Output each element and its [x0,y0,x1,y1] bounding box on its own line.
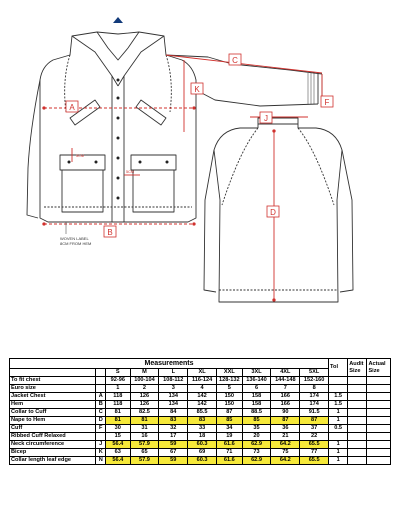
size-value-cell: 60.3 [188,457,217,465]
size-value-cell: 134 [159,401,188,409]
size-value-cell: 174 [300,393,329,401]
tol-cell: 1 [329,457,348,465]
size-value-cell: 128-132 [217,377,243,385]
tol-cell [329,377,348,385]
audit-size-cell [348,457,367,465]
size-value-cell: 81 [106,417,131,425]
size-value-cell: 34 [217,425,243,433]
label-a: A [69,103,75,112]
size-value-cell: 166 [271,401,300,409]
audit-size-cell [348,441,367,449]
size-value-cell: 21 [271,433,300,441]
tol-cell: 1 [329,449,348,457]
size-value-cell: 85 [242,417,271,425]
code-header-blank [96,369,106,377]
audit-size-cell [348,417,367,425]
size-value-cell: 71 [217,449,243,457]
label-boxes [66,54,333,237]
size-value-cell: 65.5 [300,441,329,449]
size-value-cell: 158 [242,401,271,409]
size-value-cell: 158 [242,393,271,401]
size-value-cell: 83 [159,417,188,425]
size-value-cell: 90 [271,409,300,417]
actual-size-cell [367,409,391,417]
size-value-cell: 126 [130,401,159,409]
row-label: Collar length leaf edge [10,457,96,465]
label-f: F [324,98,330,107]
actual-size-cell [367,425,391,433]
row-label: To fit chest [10,377,96,385]
size-value-cell: 30 [106,425,131,433]
audit-size-cell [348,425,367,433]
size-value-cell: 144-148 [271,377,300,385]
table-row [10,409,391,417]
size-value-cell: 15 [106,433,131,441]
size-value-cell: 65.5 [300,457,329,465]
row-code: B [96,401,106,409]
actual-size-cell [367,457,391,465]
size-header: M [130,369,159,377]
dim-5cm-label-1: 5CM [76,154,85,158]
tol-cell [329,433,348,441]
brand-logo [113,17,123,23]
size-value-cell: 174 [300,401,329,409]
table-row [10,401,391,409]
size-value-cell: 33 [188,425,217,433]
size-value-cell: 83 [188,417,217,425]
size-value-cell: 134 [159,393,188,401]
size-value-cell: 142 [188,393,217,401]
audit-size-cell [348,377,367,385]
row-code: J [96,441,106,449]
table-row [10,441,391,449]
size-value-cell: 87 [300,417,329,425]
size-value-cell: 116-124 [188,377,217,385]
table-title-row [10,359,391,369]
size-value-cell: 85 [217,417,243,425]
size-value-cell: 91.5 [300,409,329,417]
row-label: Bicep [10,449,96,457]
audit-size-cell [348,385,367,393]
size-header: 4XL [271,369,300,377]
size-value-cell: 56.4 [106,441,131,449]
measurements-table [9,358,391,465]
row-code: N [96,457,106,465]
row-label: Neck circumference [10,441,96,449]
tol-cell: 1 [329,441,348,449]
size-value-cell: 61.6 [217,441,243,449]
size-value-cell: 152-160 [300,377,329,385]
row-code [96,377,106,385]
size-value-cell: 92-96 [106,377,131,385]
row-label: Jacket Chest [10,393,96,401]
size-value-cell: 59 [159,457,188,465]
size-value-cell: 65 [130,449,159,457]
size-value-cell: 8 [300,385,329,393]
size-value-cell: 126 [130,393,159,401]
audit-size-cell [348,393,367,401]
size-value-cell: 57.9 [130,457,159,465]
row-code: D [96,417,106,425]
tol-cell: 1.5 [329,393,348,401]
row-code [96,385,106,393]
row-code [96,433,106,441]
audit-size-header: Audit Size [348,359,367,377]
table-row [10,425,391,433]
size-value-cell: 84 [159,409,188,417]
row-label: Cuff [10,425,96,433]
size-value-cell: 81 [130,417,159,425]
size-value-cell: 3 [159,385,188,393]
size-value-cell: 62.9 [242,441,271,449]
size-value-cell: 64.2 [271,457,300,465]
size-value-cell: 17 [159,433,188,441]
label-j: J [264,114,268,123]
size-value-cell: 150 [217,393,243,401]
woven-label-note-2: 8CM FROM HEM [60,241,92,246]
size-value-cell: 32 [159,425,188,433]
tol-cell: 1.5 [329,401,348,409]
actual-size-header: Actual Size [367,359,391,377]
size-value-cell: 150 [217,401,243,409]
tol-cell: 0.5 [329,425,348,433]
size-value-cell: 37 [300,425,329,433]
actual-size-cell [367,393,391,401]
size-value-cell: 142 [188,401,217,409]
table-row [10,433,391,441]
size-value-cell: 1 [106,385,131,393]
front-view [27,32,322,222]
size-value-cell: 35 [242,425,271,433]
size-value-cell: 108-112 [159,377,188,385]
size-value-cell: 63 [106,449,131,457]
audit-size-cell [348,401,367,409]
size-value-cell: 36 [271,425,300,433]
size-value-cell: 5 [217,385,243,393]
size-value-cell: 88.5 [242,409,271,417]
size-header: XXL [217,369,243,377]
size-value-cell: 57.9 [130,441,159,449]
size-header: 5XL [300,369,329,377]
tol-cell: 1 [329,417,348,425]
size-value-cell: 82.5 [130,409,159,417]
table-row [10,417,391,425]
measurements-body [10,377,391,465]
size-value-cell: 59 [159,441,188,449]
dim-line-c [166,55,322,73]
tol-cell: 1 [329,409,348,417]
tol-cell [329,385,348,393]
size-header: L [159,369,188,377]
size-value-cell: 31 [130,425,159,433]
size-value-cell: 87 [217,409,243,417]
actual-size-cell [367,401,391,409]
size-value-cell: 87 [271,417,300,425]
audit-size-cell [348,409,367,417]
row-label: Ribbed Cuff Relaxed [10,433,96,441]
audit-size-cell [348,449,367,457]
row-code: A [96,393,106,401]
size-value-cell: 85.5 [188,409,217,417]
table-row [10,457,391,465]
size-value-cell: 67 [159,449,188,457]
size-value-cell: 118 [106,393,131,401]
size-value-cell: 69 [188,449,217,457]
actual-size-cell [367,449,391,457]
size-header: 3XL [242,369,271,377]
table-row [10,377,391,385]
size-value-cell: 73 [242,449,271,457]
label-b: B [107,228,113,237]
size-value-cell: 20 [242,433,271,441]
row-code: F [96,425,106,433]
size-value-cell: 16 [130,433,159,441]
size-value-cell: 81 [106,409,131,417]
size-value-cell: 77 [300,449,329,457]
row-label: Euro size [10,385,96,393]
audit-size-cell [348,433,367,441]
size-value-cell: 2 [130,385,159,393]
row-code: K [96,449,106,457]
table-row [10,393,391,401]
size-value-cell: 60.3 [188,441,217,449]
size-value-cell: 136-140 [242,377,271,385]
size-value-cell: 166 [271,393,300,401]
table-row [10,385,391,393]
actual-size-cell [367,417,391,425]
size-value-cell: 22 [300,433,329,441]
label-c: C [232,56,238,65]
actual-size-cell [367,433,391,441]
size-value-cell: 61.6 [217,457,243,465]
row-label: Nape to Hem [10,417,96,425]
size-header: XL [188,369,217,377]
size-value-cell: 118 [106,401,131,409]
table-title: Measurements [10,359,329,369]
size-value-cell: 4 [188,385,217,393]
size-value-cell: 56.4 [106,457,131,465]
size-value-cell: 64.2 [271,441,300,449]
size-value-cell: 18 [188,433,217,441]
row-label: Hem [10,401,96,409]
size-value-cell: 100-104 [130,377,159,385]
label-d: D [270,208,276,217]
actual-size-cell [367,377,391,385]
actual-size-cell [367,385,391,393]
size-header-blank [10,369,96,377]
actual-size-cell [367,441,391,449]
tol-header: Tol [329,359,348,377]
woven-label-note-1: WOVEN LABEL [60,236,89,241]
dim-5cm-label-2: 5CM [126,170,135,174]
label-k: K [194,85,200,94]
table-row [10,449,391,457]
size-value-cell: 62.9 [242,457,271,465]
size-value-cell: 6 [242,385,271,393]
size-value-cell: 7 [271,385,300,393]
size-value-cell: 19 [217,433,243,441]
size-value-cell: 75 [271,449,300,457]
row-label: Collar to Cuff [10,409,96,417]
row-code: C [96,409,106,417]
size-header: S [106,369,131,377]
